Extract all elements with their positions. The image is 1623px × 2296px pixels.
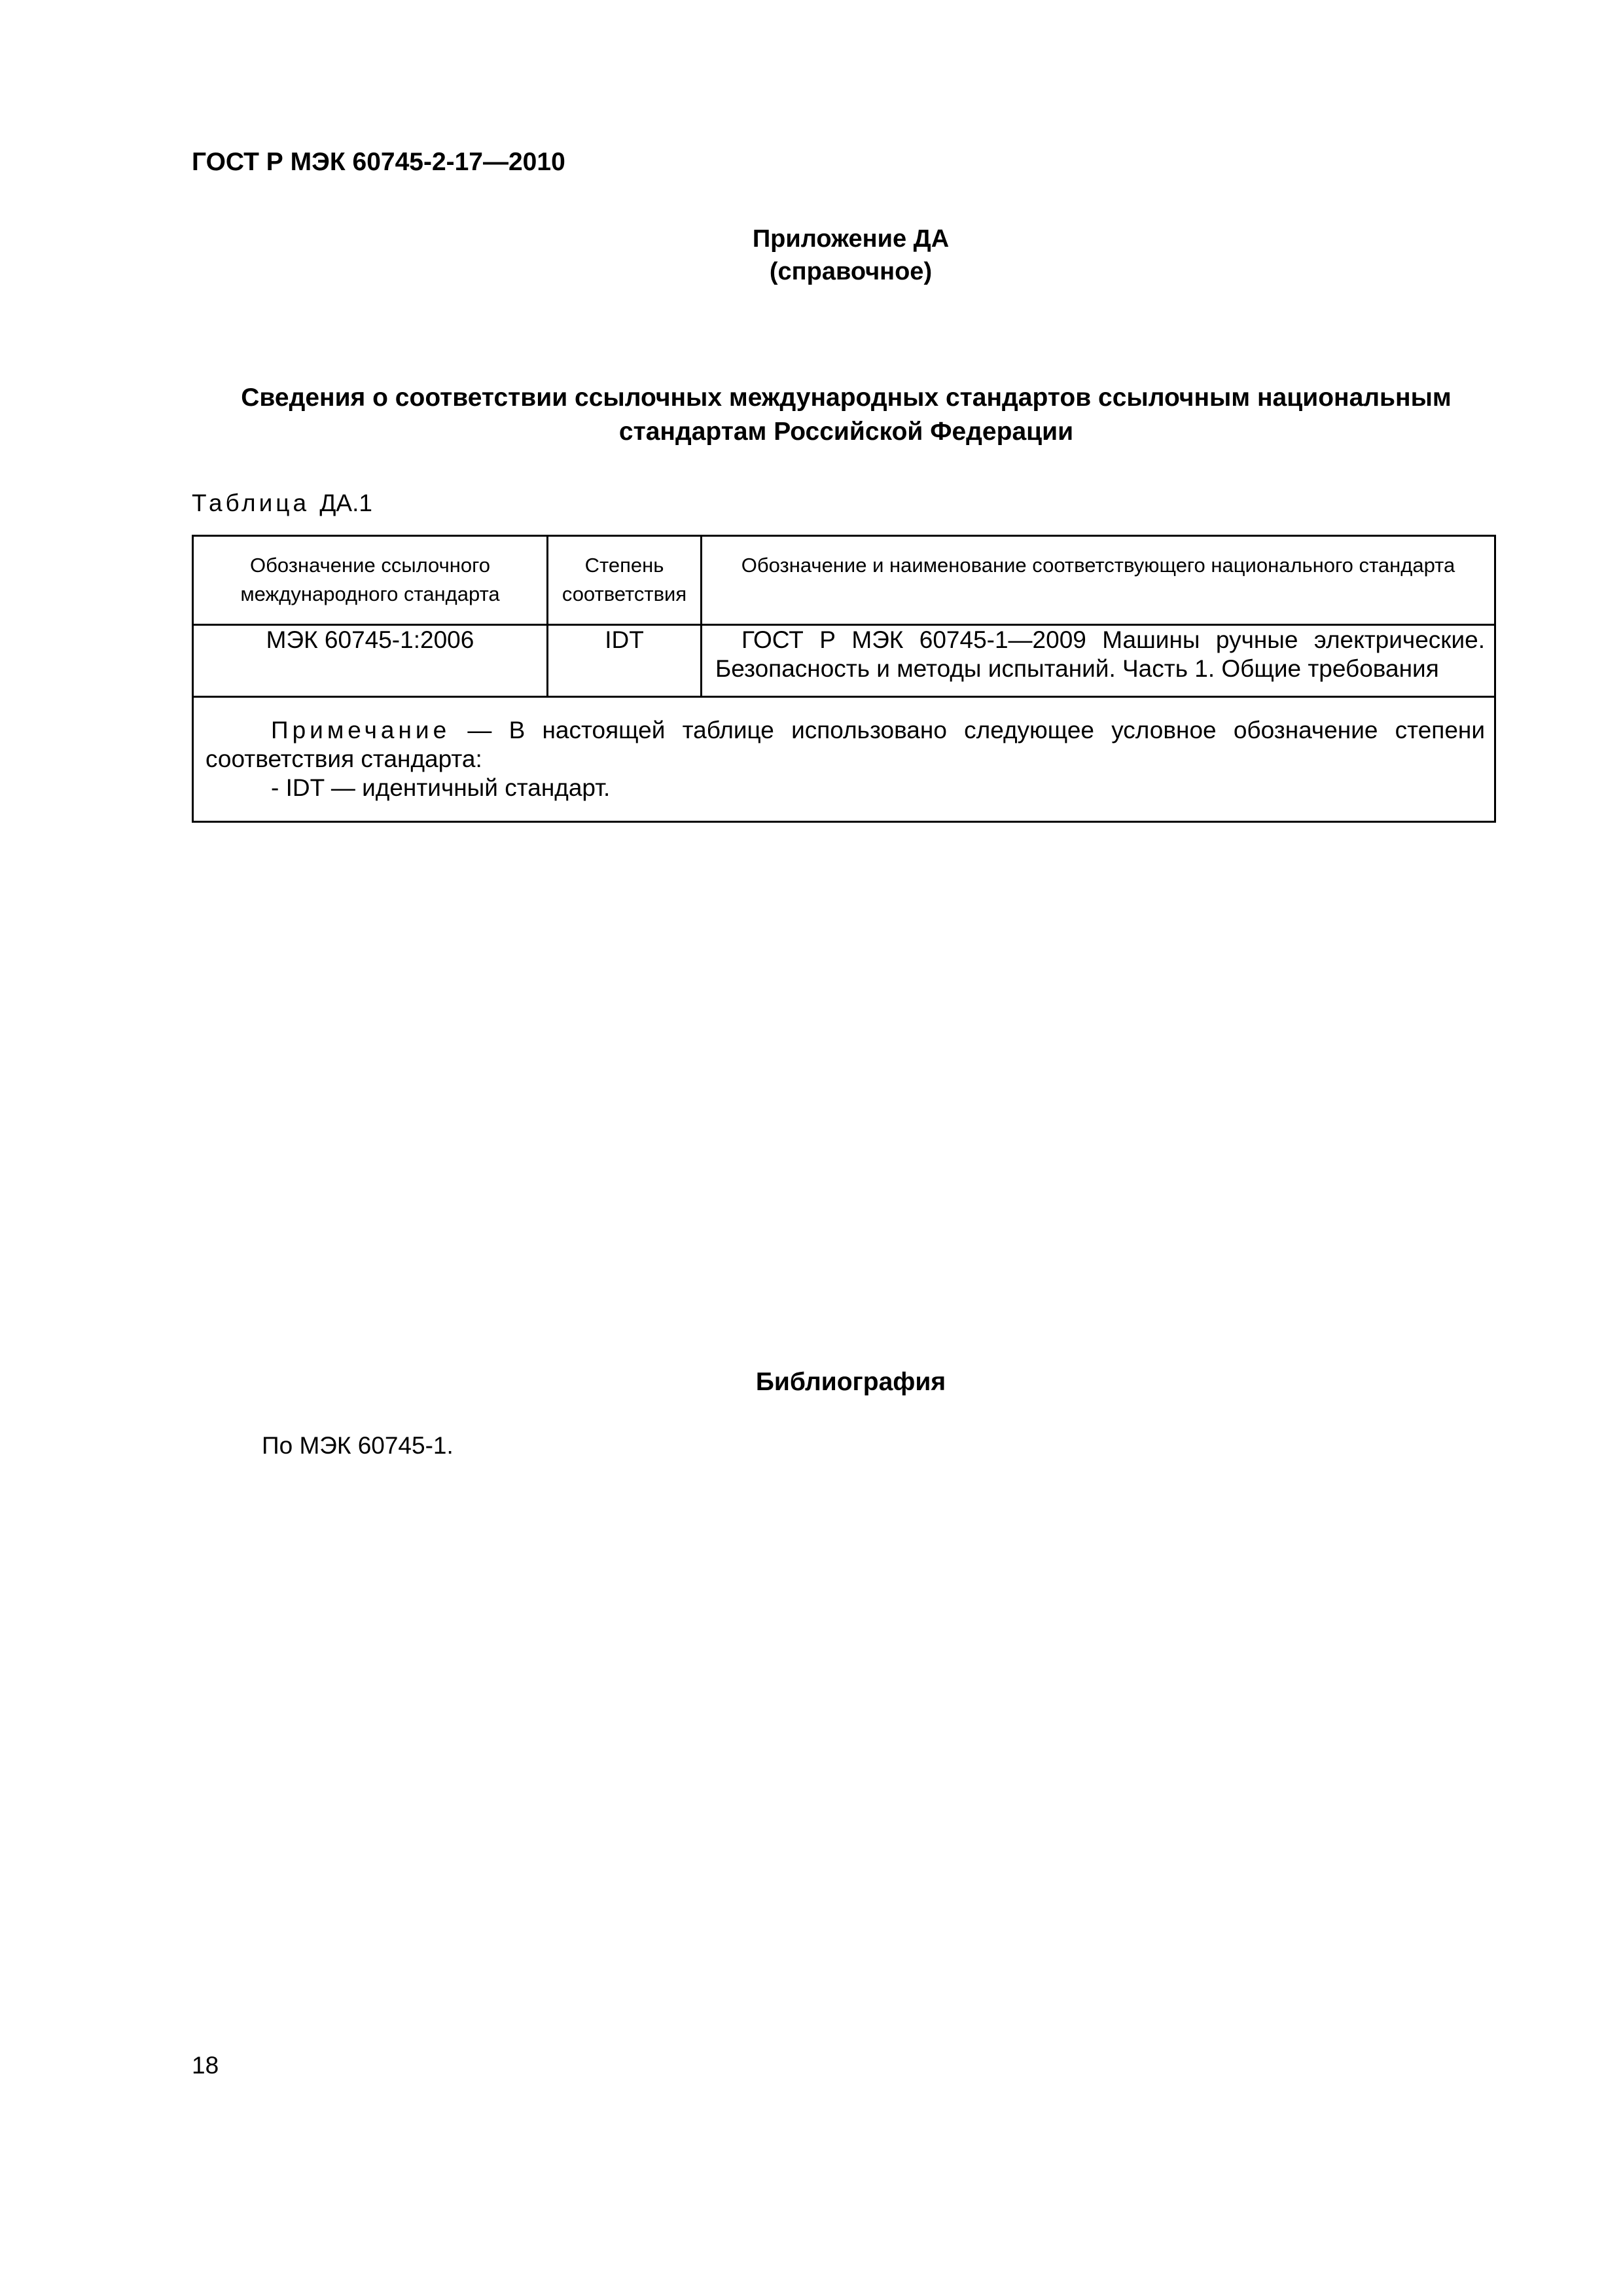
annex-heading-line-1: Сведения о соответствии ссылочных международных стандартов ссылочным национальным bbox=[241, 384, 1452, 412]
header-degree-line-2: соответствия bbox=[562, 583, 687, 605]
cell-intl-standard: МЭК 60745-1:2006 bbox=[193, 625, 548, 697]
table-row bbox=[193, 625, 1495, 697]
note-paragraph bbox=[205, 716, 1485, 774]
annex-heading bbox=[192, 381, 1501, 449]
note-item: - IDT — идентичный стандарт. bbox=[271, 774, 611, 801]
note-text: — В настоящей таблице использовано следующее условное обозначение степени соответствия стандарта: bbox=[205, 717, 1485, 772]
header-degree bbox=[548, 536, 702, 625]
table-note-row bbox=[193, 697, 1495, 822]
table-note bbox=[193, 697, 1495, 822]
header-degree-line-1: Степень bbox=[584, 554, 664, 577]
table-caption-word: Таблица bbox=[192, 490, 310, 516]
document-code: ГОСТ Р МЭК 60745-2-17—2010 bbox=[192, 148, 565, 176]
page-number: 18 bbox=[192, 2052, 219, 2079]
annex-title: Приложение ДА bbox=[752, 225, 950, 253]
bibliography-title: Библиография bbox=[755, 1368, 946, 1396]
note-label: Примечание bbox=[271, 717, 451, 744]
reference-standards-table bbox=[192, 535, 1496, 823]
table-header-row bbox=[193, 536, 1495, 625]
header-intl-line-2: международного стандарта bbox=[240, 583, 500, 605]
header-national-standard bbox=[702, 536, 1495, 625]
header-intl-standard bbox=[193, 536, 548, 625]
header-intl-line-1: Обозначение ссылочного bbox=[250, 554, 490, 577]
annex-heading-line-2: стандартам Российской Федерации bbox=[618, 418, 1074, 446]
header-national-text: Обозначение и наименование соответствующего национального стандарта bbox=[741, 554, 1455, 577]
bibliography-text: По МЭК 60745-1. bbox=[262, 1432, 454, 1459]
annex-subtitle: (справочное) bbox=[769, 258, 933, 285]
table-caption-number: ДА.1 bbox=[319, 490, 372, 516]
table-caption bbox=[192, 490, 372, 517]
cell-national-standard: ГОСТ Р МЭК 60745-1—2009 Машины ручные электрические. Безопасность и методы испытаний. Часть 1. Общие требования bbox=[702, 625, 1495, 697]
cell-degree: IDT bbox=[548, 625, 702, 697]
